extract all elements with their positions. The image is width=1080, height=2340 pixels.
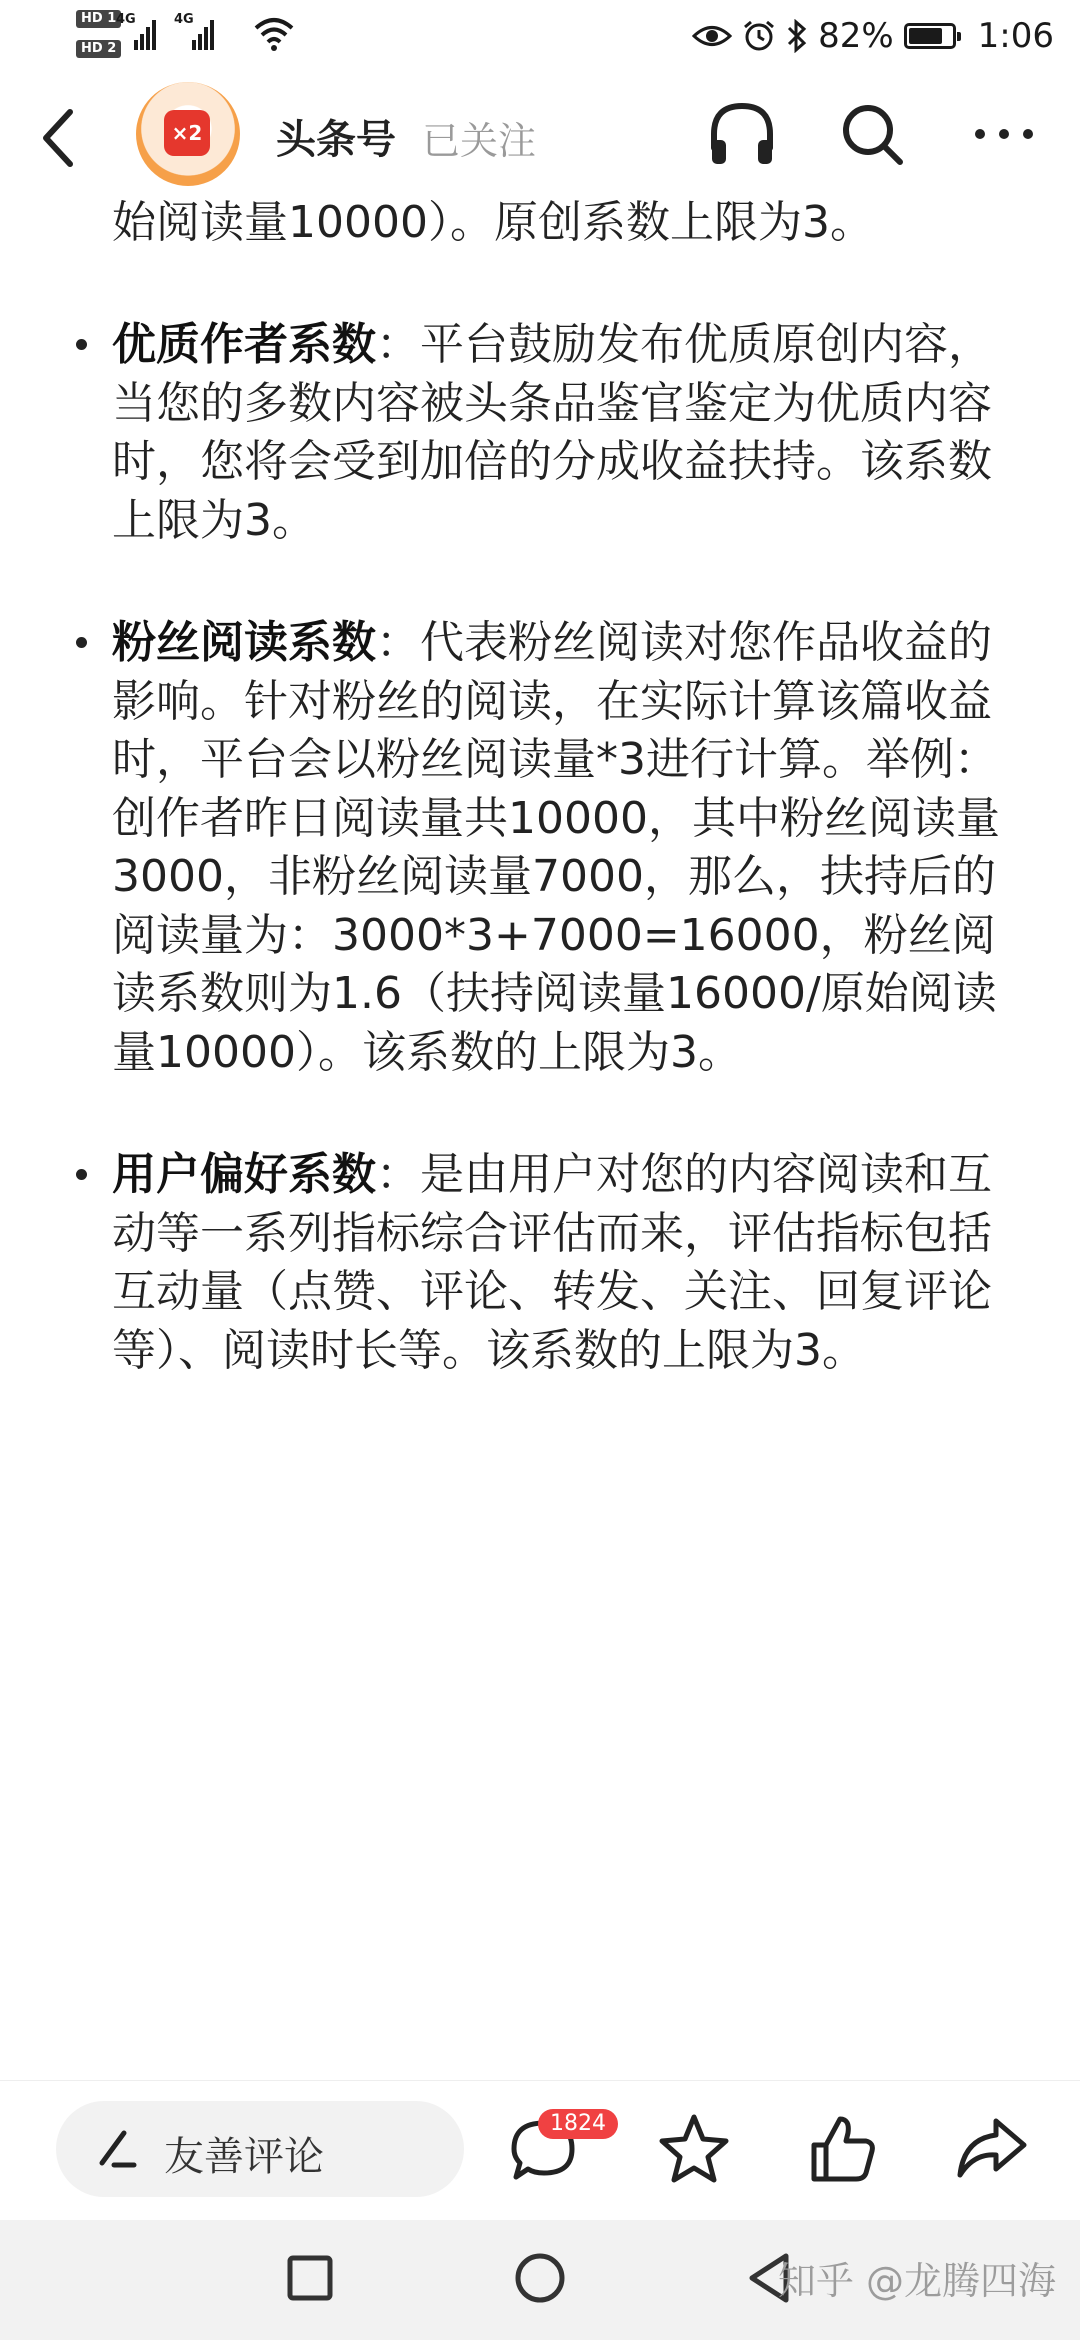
bullet-separator: ： bbox=[376, 1149, 420, 1200]
circle-icon[interactable] bbox=[510, 2248, 570, 2308]
battery-icon bbox=[904, 23, 956, 49]
bullet-dot bbox=[76, 1169, 87, 1180]
top-nav-bar bbox=[0, 70, 1080, 200]
bullet-dot bbox=[76, 637, 87, 648]
clock: 1:06 bbox=[977, 16, 1054, 56]
thumbs-up-icon[interactable] bbox=[800, 2107, 884, 2191]
bullet-item bbox=[70, 1146, 1030, 1380]
alarm-icon bbox=[742, 19, 776, 53]
bullet-body: 是由用户对您的内容阅读和互动等一系列指标综合评估而来，评估指标包括互动量（点赞、评论、转发、关注、回复评论等）、阅读时长等。该系数的上限为3。 bbox=[112, 1149, 992, 1376]
share-icon[interactable] bbox=[950, 2107, 1034, 2191]
status-right bbox=[692, 14, 1054, 58]
more-icon[interactable] bbox=[966, 96, 1042, 172]
square-icon[interactable] bbox=[280, 2248, 340, 2308]
comment-count-badge: 1824 bbox=[538, 2109, 618, 2139]
account-name[interactable]: 头条号 bbox=[276, 117, 396, 163]
net2-label: 4G bbox=[174, 12, 194, 27]
headphones-icon[interactable] bbox=[704, 96, 780, 172]
comment-placeholder: 友善评论 bbox=[164, 2134, 324, 2180]
bullet-term: 用户偏好系数 bbox=[112, 1149, 376, 1200]
bullet-item bbox=[70, 316, 1030, 550]
bluetooth-icon bbox=[786, 19, 808, 53]
system-nav-bar bbox=[0, 2220, 1080, 2340]
search-icon[interactable] bbox=[834, 96, 910, 172]
avatar-badge: ×2 bbox=[164, 110, 210, 156]
battery-percent: 82% bbox=[818, 16, 894, 56]
bottom-action-bar bbox=[0, 2080, 1080, 2221]
bullet-separator: ： bbox=[376, 617, 420, 668]
bullet-term: 粉丝阅读系数 bbox=[112, 617, 376, 668]
article-body bbox=[70, 200, 1030, 2080]
net1-label: 4G bbox=[116, 12, 136, 27]
hd1-label: HD 1 bbox=[76, 10, 121, 28]
wifi-icon bbox=[252, 14, 296, 54]
pen-icon bbox=[94, 2127, 138, 2171]
battery-level-fill bbox=[909, 28, 943, 44]
eye-icon bbox=[692, 21, 732, 51]
avatar[interactable] bbox=[136, 82, 240, 186]
bullet-item bbox=[70, 614, 1030, 1082]
bullet-separator: ： bbox=[376, 319, 420, 370]
status-bar bbox=[0, 0, 1080, 70]
article-paragraph: 始阅读量10000）。原创系数上限为3。 bbox=[112, 200, 874, 248]
bullet-body: 代表粉丝阅读对您作品收益的影响。针对粉丝的阅读，在实际计算该篇收益时，平台会以粉丝阅读量*3进行计算。举例：创作者昨日阅读量共10000，其中粉丝阅读量3000，非粉丝阅读量7000，那么，扶持后的阅读量为：3000*3+7000=16000，粉丝阅读系数则为1.6（扶持阅读量16000/原始阅读量10000）。该系数的上限为3。 bbox=[112, 617, 1000, 1078]
back-icon[interactable] bbox=[30, 100, 90, 176]
comment-input[interactable] bbox=[56, 2101, 464, 2197]
bullet-term: 优质作者系数 bbox=[112, 319, 376, 370]
bullet-dot bbox=[76, 339, 87, 350]
bullet-body: 平台鼓励发布优质原创内容，当您的多数内容被头条品鉴官鉴定为优质内容时，您将会受到加倍的分成收益扶持。该系数上限为3。 bbox=[112, 319, 992, 546]
hd2-label: HD 2 bbox=[76, 40, 121, 58]
signal-indicators bbox=[76, 8, 306, 64]
star-icon[interactable] bbox=[652, 2107, 736, 2191]
watermark: 知乎 @龙腾四海 bbox=[777, 2259, 1056, 2303]
follow-status[interactable]: 已关注 bbox=[422, 119, 537, 163]
